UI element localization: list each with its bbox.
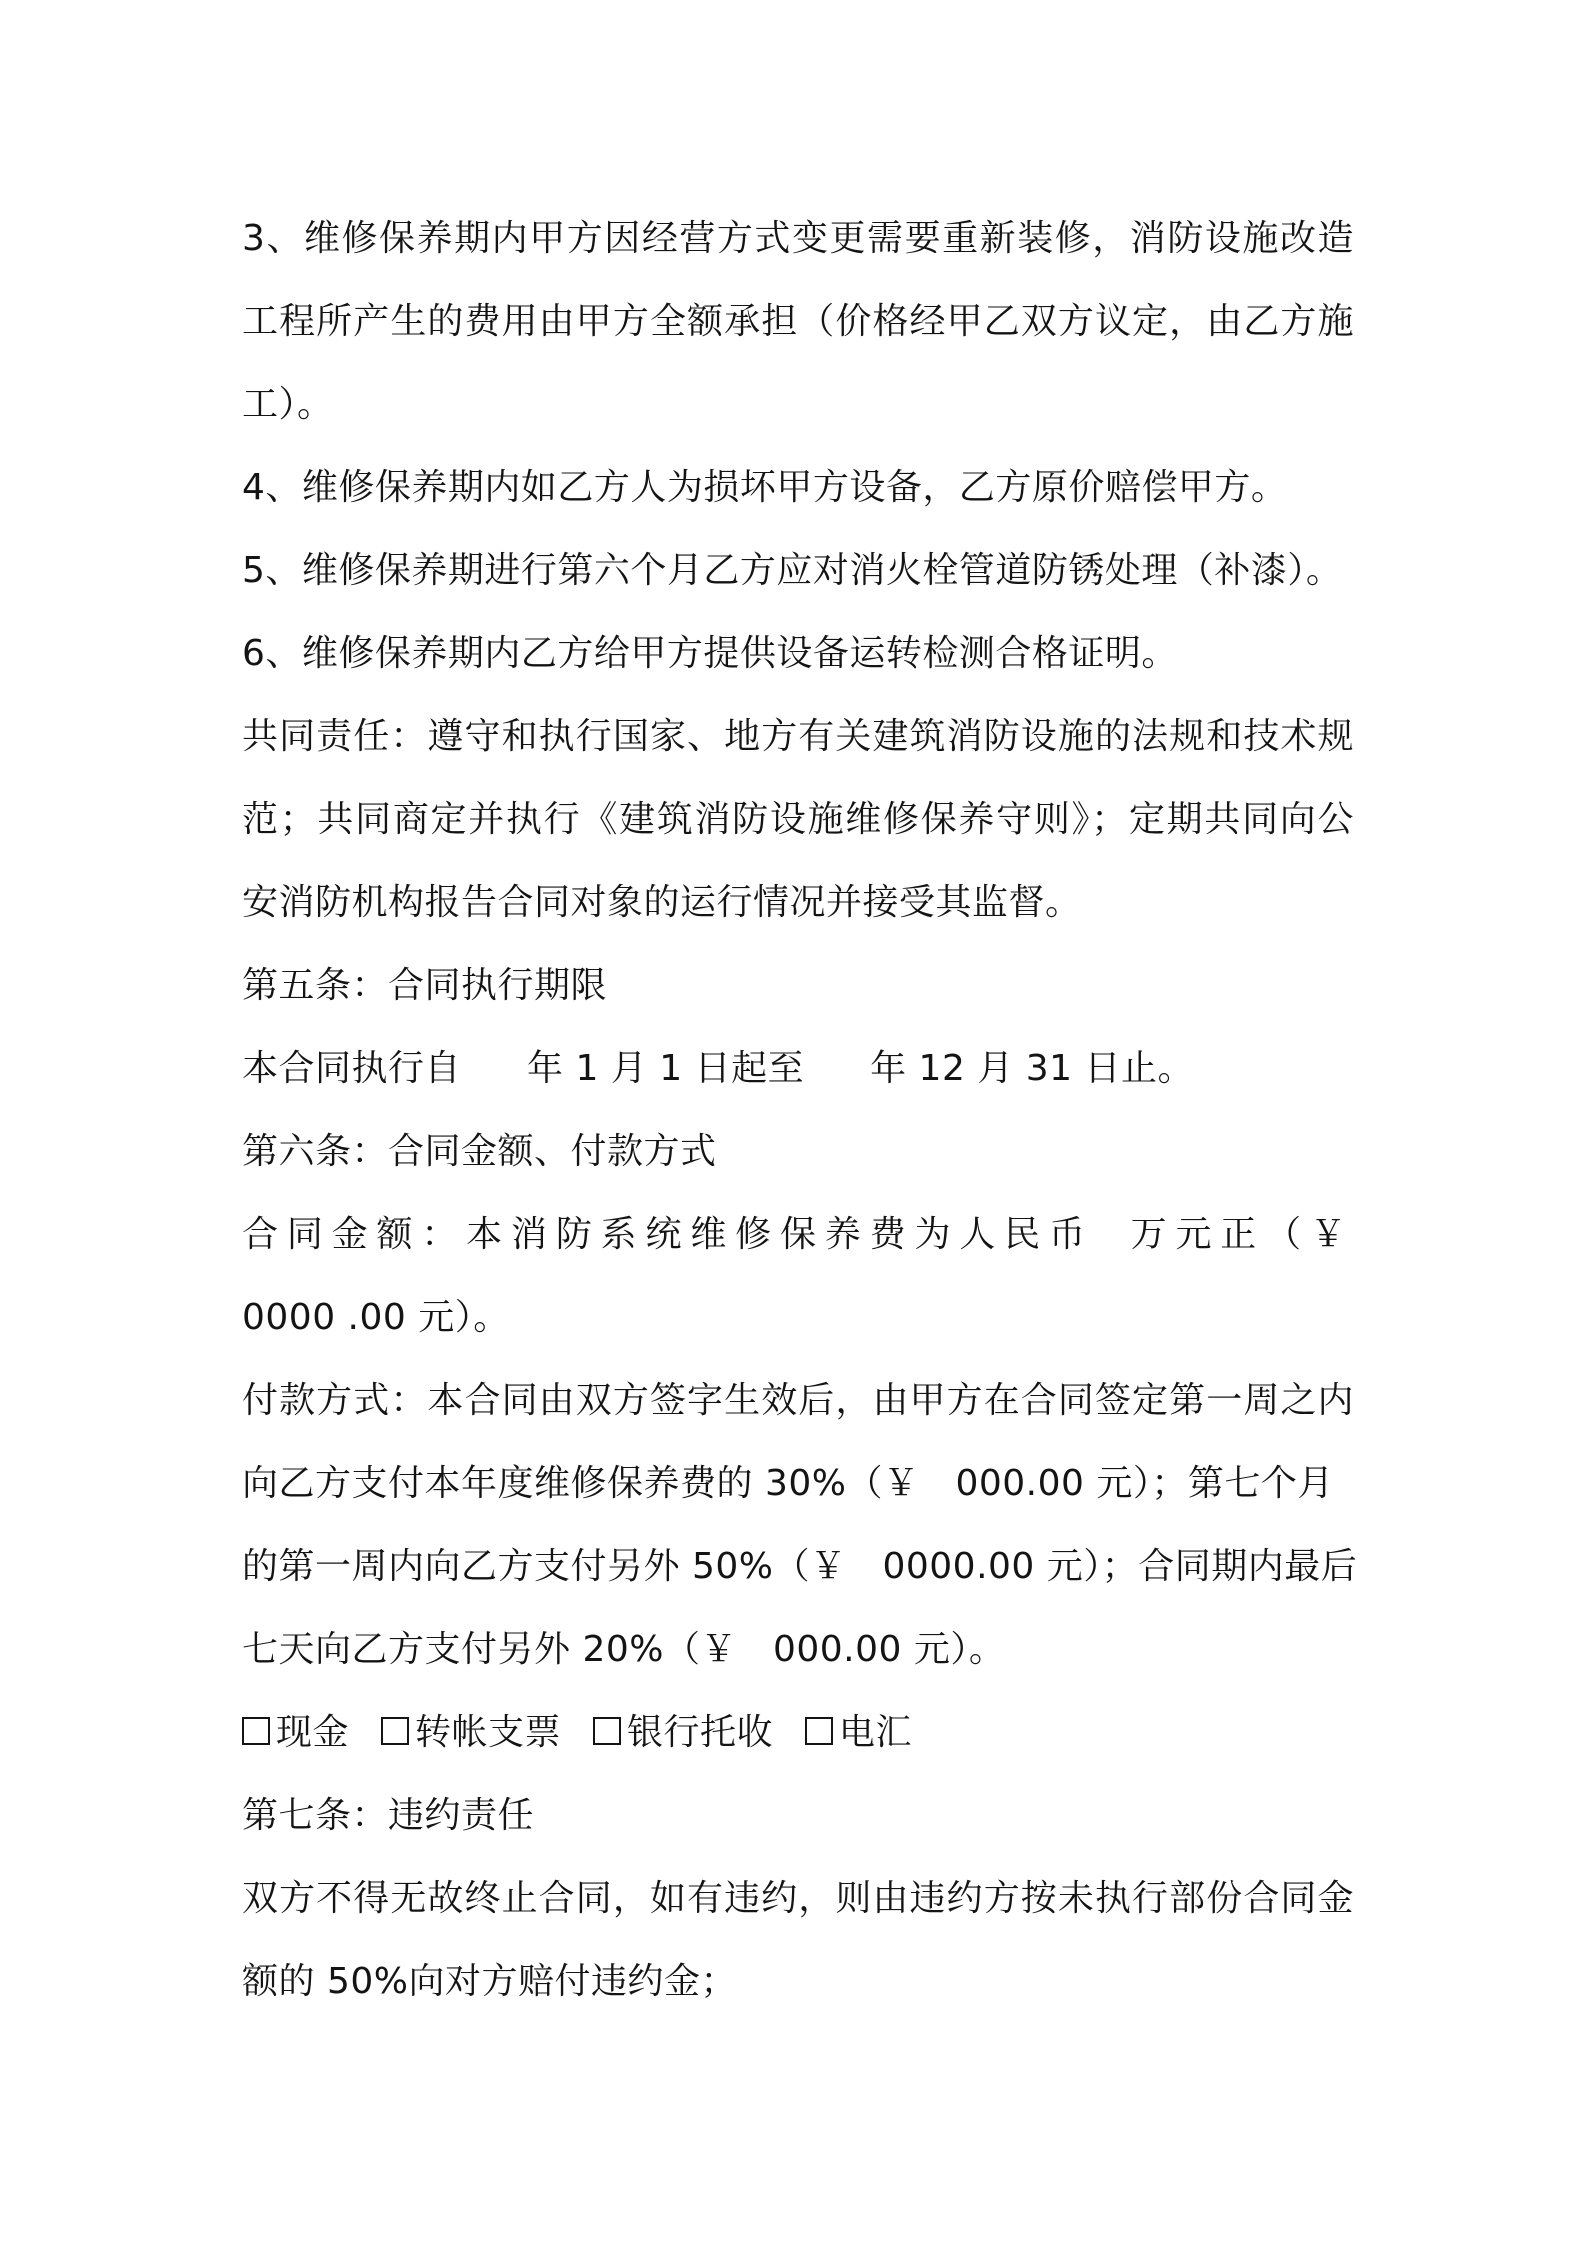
- checkbox-transfer-check[interactable]: [381, 1717, 409, 1745]
- payment-option-transfer-check-label: 转帐支票: [414, 1712, 561, 1753]
- payment-20-text: 七天向乙方支付另外 20%（￥: [242, 1629, 737, 1670]
- payment-method-line-2: [242, 1442, 1362, 1525]
- payment-method-line-1: 付款方式：本合同由双方签字生效后，由甲方在合同签定第一周之内: [242, 1380, 1354, 1421]
- joint-responsibility-line-1: 共同责任：遵守和执行国家、地方有关建筑消防设施的法规和技术规: [242, 716, 1354, 757]
- article-7-title: 第七条：违约责任: [242, 1795, 535, 1836]
- payment-option-bank-collection-label: 银行托收: [626, 1712, 773, 1753]
- clause-6: 6、维修保养期内乙方给甲方提供设备运转检测合格证明。: [242, 633, 1178, 674]
- payment-option-bank-collection[interactable]: [593, 1691, 773, 1774]
- payment-30-text: 向乙方支付本年度维修保养费的 30%（￥: [242, 1463, 920, 1504]
- payment-20-amount: 000.00 元）。: [772, 1629, 1006, 1670]
- clause-5: 5、维修保养期进行第六个月乙方应对消火栓管道防锈处理（补漆）。: [242, 550, 1343, 591]
- term-end: 年 12 月 31 日止。: [870, 1048, 1195, 1089]
- payment-50-text: 的第一周内向乙方支付另外 50%（￥: [242, 1546, 847, 1587]
- amount-prefix: 合同金额：本消防系统维修保养费为人民币: [242, 1214, 1094, 1255]
- payment-option-transfer-check[interactable]: [381, 1691, 561, 1774]
- joint-responsibility-line-2: 范；共同商定并执行《建筑消防设施维修保养守则》；定期共同向公: [242, 799, 1354, 840]
- clause-3-line-1: 3、维修保养期内甲方因经营方式变更需要重新装修，消防设施改造: [242, 218, 1354, 259]
- amount-suffix: 万元正（￥: [1129, 1214, 1354, 1255]
- checkbox-cash[interactable]: [242, 1717, 270, 1745]
- payment-30-amount: 000.00 元）；第七个月: [955, 1463, 1334, 1504]
- joint-responsibility-line-3: 安消防机构报告合同对象的运行情况并接受其监督。: [242, 882, 1082, 923]
- article-6-title: 第六条：合同金额、付款方式: [242, 1131, 717, 1172]
- checkbox-bank-collection[interactable]: [593, 1717, 621, 1745]
- payment-option-cash[interactable]: [242, 1691, 349, 1774]
- clause-3-line-3: 工）。: [242, 384, 334, 425]
- document-body: [242, 197, 1362, 2023]
- payment-option-cash-label: 现金: [276, 1712, 350, 1753]
- clause-3-line-2: 工程所产生的费用由甲方全额承担（价格经甲乙双方议定，由乙方施: [242, 301, 1354, 342]
- contract-term: [242, 1027, 1362, 1110]
- term-start: 年 1 月 1 日起至: [527, 1048, 805, 1089]
- payment-options: [242, 1691, 1362, 1774]
- clause-4: 4、维修保养期内如乙方人为损坏甲方设备，乙方原价赔偿甲方。: [242, 467, 1288, 508]
- checkbox-wire[interactable]: [805, 1717, 833, 1745]
- payment-50-amount: 0000.00 元）；合同期内最后: [882, 1546, 1358, 1587]
- payment-method-line-4: [242, 1608, 1362, 1691]
- article-7-line-1: 双方不得无故终止合同，如有违约，则由违约方按未执行部份合同金: [242, 1878, 1354, 1919]
- article-5-title: 第五条：合同执行期限: [242, 965, 608, 1006]
- term-prefix: 本合同执行自: [242, 1048, 462, 1089]
- contract-amount-line-1: [242, 1193, 1354, 1276]
- payment-option-wire-label: 电汇: [838, 1712, 912, 1753]
- payment-method-line-3: [242, 1525, 1362, 1608]
- payment-option-wire[interactable]: [805, 1691, 912, 1774]
- article-7-line-2: 额的 50%向对方赔付违约金；: [242, 1961, 737, 2002]
- contract-amount-line-2: 0000 .00 元）。: [242, 1297, 510, 1338]
